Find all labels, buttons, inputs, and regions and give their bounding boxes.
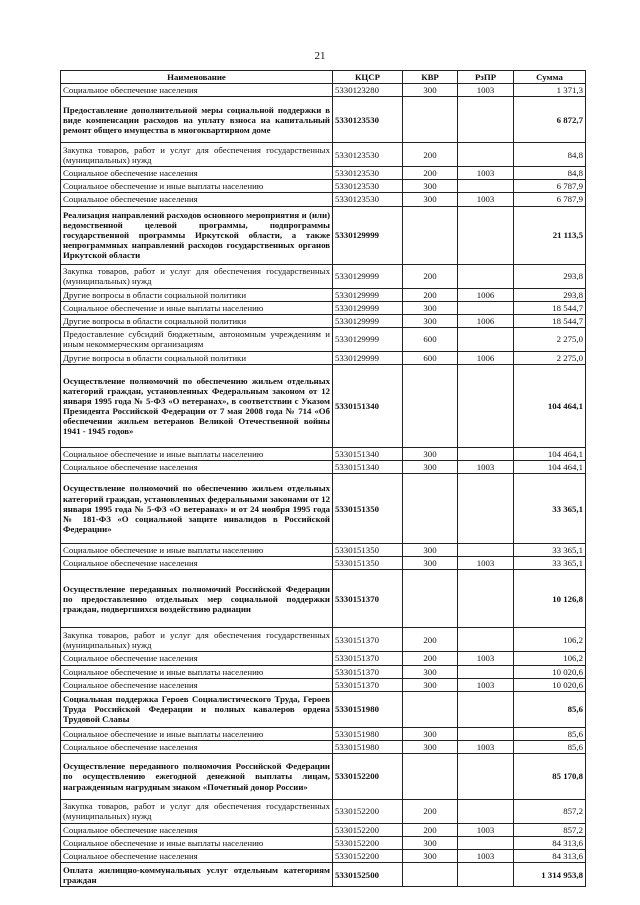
- kcsr-cell: 5330129999: [333, 351, 403, 364]
- kcsr-cell: 5330151370: [333, 628, 403, 652]
- kcsr-cell: 5330151350: [333, 474, 403, 544]
- kcsr-cell: 5330129999: [333, 288, 403, 301]
- rzpr-cell: [458, 206, 514, 264]
- kcsr-cell: 5330152200: [333, 837, 403, 850]
- kvr-cell: 300: [403, 84, 458, 97]
- table-row: [61, 691, 586, 727]
- budget-table: [60, 70, 586, 887]
- rzpr-cell: 1003: [458, 740, 514, 753]
- kcsr-cell: 5330151340: [333, 461, 403, 474]
- table-row: [61, 447, 586, 460]
- kvr-cell: 300: [403, 180, 458, 193]
- kcsr-cell: 5330129999: [333, 264, 403, 288]
- table-row: [61, 570, 586, 628]
- rzpr-cell: [458, 628, 514, 652]
- rzpr-cell: [458, 570, 514, 628]
- name-cell: Осуществление полномочий по обеспечению жильем отдельных категорий граждан, установленных федеральными законами от 12 января 1995 года № 5-ФЗ «О ветеранах» и от 24 ноября 1995 года № 181-ФЗ «О социальной защите инвалидов в Российской Федерации»: [61, 474, 333, 544]
- kcsr-cell: 5330151370: [333, 570, 403, 628]
- table-row: [61, 837, 586, 850]
- name-cell: Оплата жилищно-коммунальных услуг отдельным категориям граждан: [61, 863, 333, 887]
- amount-cell: 857,2: [514, 823, 586, 836]
- amount-cell: 293,8: [514, 288, 586, 301]
- kvr-cell: 300: [403, 301, 458, 314]
- kvr-cell: 200: [403, 264, 458, 288]
- kvr-cell: 300: [403, 461, 458, 474]
- kcsr-cell: 5330123280: [333, 84, 403, 97]
- name-cell: Реализация направлений расходов основного мероприятия и (или) ведомственной целевой программы, подпрограммы государственной программы Иркутской области, а также непрограммных направлений расходов государственных органов Иркутской области: [61, 206, 333, 264]
- name-cell: Предоставление субсидий бюджетным, автономным учреждениям и иным некоммерческим организациям: [61, 327, 333, 351]
- table-row: [61, 301, 586, 314]
- name-cell: Социальное обеспечение населения: [61, 167, 333, 180]
- name-cell: Социальное обеспечение и иные выплаты населению: [61, 727, 333, 740]
- kcsr-cell: 5330151340: [333, 447, 403, 460]
- name-cell: Закупка товаров, работ и услуг для обеспечения государственных (муниципальных) нужд: [61, 143, 333, 167]
- amount-cell: 293,8: [514, 264, 586, 288]
- table-row: [61, 288, 586, 301]
- amount-cell: 10 126,8: [514, 570, 586, 628]
- column-header-kcsr: КЦСР: [333, 71, 403, 84]
- table-header-row: [61, 71, 586, 84]
- name-cell: Социальное обеспечение населения: [61, 850, 333, 863]
- rzpr-cell: 1003: [458, 193, 514, 206]
- kvr-cell: 200: [403, 143, 458, 167]
- kcsr-cell: 5330152200: [333, 799, 403, 823]
- name-cell: Другие вопросы в области социальной политики: [61, 314, 333, 327]
- table-row: [61, 727, 586, 740]
- rzpr-cell: [458, 447, 514, 460]
- table-row: [61, 193, 586, 206]
- kvr-cell: 300: [403, 837, 458, 850]
- rzpr-cell: 1003: [458, 167, 514, 180]
- amount-cell: 104 464,1: [514, 364, 586, 447]
- name-cell: Закупка товаров, работ и услуг для обеспечения государственных (муниципальных) нужд: [61, 264, 333, 288]
- kvr-cell: [403, 753, 458, 799]
- kvr-cell: 600: [403, 351, 458, 364]
- table-row: [61, 557, 586, 570]
- rzpr-cell: 1003: [458, 557, 514, 570]
- name-cell: Закупка товаров, работ и услуг для обеспечения государственных (муниципальных) нужд: [61, 799, 333, 823]
- kcsr-cell: 5330152200: [333, 850, 403, 863]
- kvr-cell: 300: [403, 557, 458, 570]
- rzpr-cell: [458, 799, 514, 823]
- table-row: [61, 474, 586, 544]
- kcsr-cell: 5330152500: [333, 863, 403, 887]
- page-number: 21: [314, 50, 326, 62]
- table-row: [61, 753, 586, 799]
- table-row: [61, 863, 586, 887]
- amount-cell: 33 365,1: [514, 557, 586, 570]
- rzpr-cell: 1003: [458, 461, 514, 474]
- rzpr-cell: [458, 97, 514, 143]
- kvr-cell: 300: [403, 850, 458, 863]
- kvr-cell: [403, 570, 458, 628]
- column-header-rzpr: РзПР: [458, 71, 514, 84]
- kvr-cell: [403, 364, 458, 447]
- kcsr-cell: 5330123530: [333, 193, 403, 206]
- name-cell: Социальное обеспечение населения: [61, 461, 333, 474]
- kcsr-cell: 5330151980: [333, 691, 403, 727]
- amount-cell: 84 313,6: [514, 850, 586, 863]
- kcsr-cell: 5330123530: [333, 180, 403, 193]
- amount-cell: 106,2: [514, 652, 586, 665]
- amount-cell: 1 371,3: [514, 84, 586, 97]
- amount-cell: 21 113,5: [514, 206, 586, 264]
- rzpr-cell: [458, 180, 514, 193]
- table-row: [61, 799, 586, 823]
- name-cell: Социальное обеспечение населения: [61, 84, 333, 97]
- name-cell: Социальное обеспечение и иные выплаты населению: [61, 544, 333, 557]
- amount-cell: 84 313,6: [514, 837, 586, 850]
- name-cell: Социальное обеспечение населения: [61, 823, 333, 836]
- kcsr-cell: 5330123530: [333, 167, 403, 180]
- name-cell: Закупка товаров, работ и услуг для обеспечения государственных (муниципальных) нужд: [61, 628, 333, 652]
- kvr-cell: 600: [403, 327, 458, 351]
- amount-cell: 857,2: [514, 799, 586, 823]
- name-cell: Другие вопросы в области социальной политики: [61, 351, 333, 364]
- kcsr-cell: 5330151370: [333, 652, 403, 665]
- rzpr-cell: [458, 264, 514, 288]
- table-row: [61, 678, 586, 691]
- table-row: [61, 180, 586, 193]
- rzpr-cell: 1006: [458, 288, 514, 301]
- amount-cell: 6 787,9: [514, 193, 586, 206]
- amount-cell: 84,8: [514, 143, 586, 167]
- amount-cell: 2 275,0: [514, 327, 586, 351]
- name-cell: Социальное обеспечение и иные выплаты населению: [61, 180, 333, 193]
- rzpr-cell: [458, 301, 514, 314]
- kcsr-cell: 5330123530: [333, 97, 403, 143]
- table-row: [61, 167, 586, 180]
- kcsr-cell: 5330151350: [333, 557, 403, 570]
- kcsr-cell: 5330151340: [333, 364, 403, 447]
- table-row: [61, 143, 586, 167]
- rzpr-cell: [458, 143, 514, 167]
- kvr-cell: 200: [403, 799, 458, 823]
- kvr-cell: [403, 691, 458, 727]
- kvr-cell: 300: [403, 193, 458, 206]
- kvr-cell: 300: [403, 665, 458, 678]
- name-cell: Социальное обеспечение и иные выплаты населению: [61, 301, 333, 314]
- table-row: [61, 544, 586, 557]
- name-cell: Предоставление дополнительной меры социальной поддержки в виде компенсации расходов на уплату взноса на капитальный ремонт общего имущества в многоквартирном доме: [61, 97, 333, 143]
- amount-cell: 104 464,1: [514, 447, 586, 460]
- kvr-cell: 300: [403, 544, 458, 557]
- amount-cell: 84,8: [514, 167, 586, 180]
- table-row: [61, 264, 586, 288]
- kcsr-cell: 5330151980: [333, 727, 403, 740]
- kvr-cell: [403, 474, 458, 544]
- kvr-cell: [403, 863, 458, 887]
- column-header-amount: Сумма: [514, 71, 586, 84]
- rzpr-cell: [458, 544, 514, 557]
- kvr-cell: 200: [403, 288, 458, 301]
- rzpr-cell: 1003: [458, 652, 514, 665]
- name-cell: Социальное обеспечение населения: [61, 557, 333, 570]
- kvr-cell: 200: [403, 823, 458, 836]
- amount-cell: 33 365,1: [514, 474, 586, 544]
- table-row: [61, 97, 586, 143]
- table-row: [61, 823, 586, 836]
- rzpr-cell: [458, 691, 514, 727]
- table-row: [61, 364, 586, 447]
- kcsr-cell: 5330129999: [333, 206, 403, 264]
- name-cell: Осуществление переданного полномочия Российской Федерации по осуществлению ежегодной денежной выплаты лицам, награжденным нагрудным знаком «Почетный донор России»: [61, 753, 333, 799]
- table-row: [61, 665, 586, 678]
- kvr-cell: 300: [403, 447, 458, 460]
- amount-cell: 106,2: [514, 628, 586, 652]
- amount-cell: 10 020,6: [514, 678, 586, 691]
- kvr-cell: 300: [403, 314, 458, 327]
- name-cell: Осуществление полномочий по обеспечению жильем отдельных категорий граждан, установленных Федеральным законом от 12 января 1995 года № 5-ФЗ «О ветеранах», в соответствии с Указом Президента Российской Федерации от 7 мая 2008 года № 714 «Об обеспечении жильем ветеранов Великой Отечественной войны 1941 - 1945 годов»: [61, 364, 333, 447]
- kvr-cell: 300: [403, 727, 458, 740]
- rzpr-cell: 1003: [458, 850, 514, 863]
- amount-cell: 104 464,1: [514, 461, 586, 474]
- kcsr-cell: 5330151370: [333, 678, 403, 691]
- kvr-cell: 200: [403, 652, 458, 665]
- amount-cell: 6 787,9: [514, 180, 586, 193]
- table-body: [61, 84, 586, 887]
- column-header-name: Наименование: [61, 71, 333, 84]
- name-cell: Осуществление переданных полномочий Российской Федерации по предоставлению отдельных мер социальной поддержки граждан, подвергшихся воздействию радиации: [61, 570, 333, 628]
- table-row: [61, 652, 586, 665]
- rzpr-cell: [458, 327, 514, 351]
- kcsr-cell: 5330129999: [333, 314, 403, 327]
- kvr-cell: 200: [403, 628, 458, 652]
- kcsr-cell: 5330151350: [333, 544, 403, 557]
- kvr-cell: 200: [403, 167, 458, 180]
- amount-cell: 18 544,7: [514, 301, 586, 314]
- table-row: [61, 628, 586, 652]
- table-row: [61, 740, 586, 753]
- rzpr-cell: [458, 727, 514, 740]
- name-cell: Социальное обеспечение и иные выплаты населению: [61, 447, 333, 460]
- kcsr-cell: 5330123530: [333, 143, 403, 167]
- rzpr-cell: [458, 863, 514, 887]
- amount-cell: 2 275,0: [514, 351, 586, 364]
- column-header-kvr: КВР: [403, 71, 458, 84]
- amount-cell: 85,6: [514, 740, 586, 753]
- rzpr-cell: [458, 364, 514, 447]
- name-cell: Социальное обеспечение населения: [61, 652, 333, 665]
- table-row: [61, 327, 586, 351]
- kvr-cell: 300: [403, 678, 458, 691]
- amount-cell: 6 872,7: [514, 97, 586, 143]
- name-cell: Социальное обеспечение населения: [61, 193, 333, 206]
- name-cell: Социальное обеспечение и иные выплаты населению: [61, 665, 333, 678]
- rzpr-cell: [458, 665, 514, 678]
- amount-cell: 1 314 953,8: [514, 863, 586, 887]
- name-cell: Другие вопросы в области социальной политики: [61, 288, 333, 301]
- rzpr-cell: [458, 837, 514, 850]
- kvr-cell: [403, 206, 458, 264]
- kcsr-cell: 5330152200: [333, 753, 403, 799]
- kcsr-cell: 5330151980: [333, 740, 403, 753]
- rzpr-cell: [458, 753, 514, 799]
- table-row: [61, 850, 586, 863]
- name-cell: Социальное обеспечение населения: [61, 678, 333, 691]
- kcsr-cell: 5330151370: [333, 665, 403, 678]
- rzpr-cell: 1006: [458, 351, 514, 364]
- rzpr-cell: 1003: [458, 823, 514, 836]
- table-row: [61, 84, 586, 97]
- amount-cell: 33 365,1: [514, 544, 586, 557]
- amount-cell: 10 020,6: [514, 665, 586, 678]
- kcsr-cell: 5330129999: [333, 327, 403, 351]
- rzpr-cell: 1003: [458, 678, 514, 691]
- rzpr-cell: [458, 474, 514, 544]
- name-cell: Социальное обеспечение и иные выплаты населению: [61, 837, 333, 850]
- table-row: [61, 314, 586, 327]
- kvr-cell: [403, 97, 458, 143]
- name-cell: Социальная поддержка Героев Социалистического Труда, Героев Труда Российской Федерации и полных кавалеров ордена Трудовой Славы: [61, 691, 333, 727]
- kvr-cell: 300: [403, 740, 458, 753]
- table-row: [61, 206, 586, 264]
- amount-cell: 18 544,7: [514, 314, 586, 327]
- amount-cell: 85 170,8: [514, 753, 586, 799]
- rzpr-cell: 1006: [458, 314, 514, 327]
- amount-cell: 85,6: [514, 691, 586, 727]
- rzpr-cell: 1003: [458, 84, 514, 97]
- name-cell: Социальное обеспечение населения: [61, 740, 333, 753]
- kcsr-cell: 5330129999: [333, 301, 403, 314]
- table-row: [61, 351, 586, 364]
- amount-cell: 85,6: [514, 727, 586, 740]
- table-row: [61, 461, 586, 474]
- kcsr-cell: 5330152200: [333, 823, 403, 836]
